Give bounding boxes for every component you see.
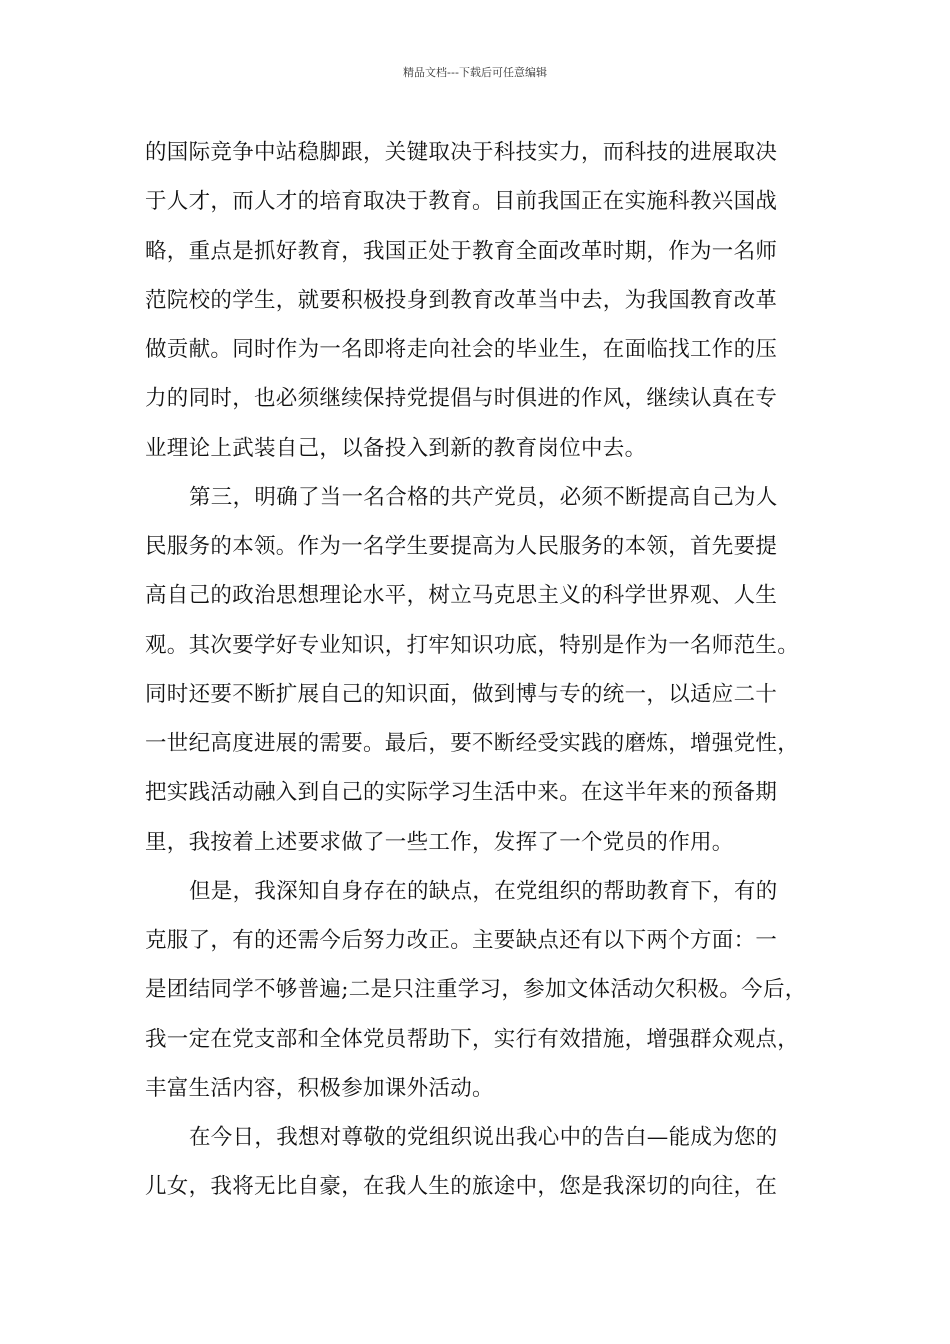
text-line: 我一定在党支部和全体党员帮助下，实行有效措施，增强群众观点， bbox=[145, 1026, 800, 1052]
text-line: 儿女，我将无比自豪，在我人生的旅途中，您是我深切的向往，在 bbox=[145, 1174, 778, 1200]
text-line: 一世纪高度进展的需要。最后，要不断经受实践的磨炼，增强党性， bbox=[145, 731, 800, 756]
text-line: 略，重点是抓好教育，我国正处于教育全面改革时期，作为一名师 bbox=[145, 238, 778, 264]
text-line: 高自己的政治思想理论水平，树立马克思主义的科学世界观、人生 bbox=[145, 583, 778, 609]
document-body bbox=[145, 128, 810, 1212]
text-line: 丰富生活内容，积极参加课外活动。 bbox=[145, 1075, 494, 1101]
text-line: 的国际竞争中站稳脚跟，关键取决于科技实力，而科技的进展取决 bbox=[145, 140, 778, 165]
page-header: 精品文档---下载后可任意编辑 bbox=[403, 66, 547, 79]
text-line: 克服了，有的还需今后努力改正。主要缺点还有以下两个方面：一 bbox=[145, 928, 778, 953]
text-line: 里，我按着上述要求做了一些工作，发挥了一个党员的作用。 bbox=[145, 829, 734, 855]
text-line: 民服务的本领。作为一名学生要提高为人民服务的本领，首先要提 bbox=[145, 534, 778, 559]
text-line: 力的同时，也必须继续保持党提倡与时俱进的作风，继续认真在专 bbox=[145, 386, 778, 412]
text-line: 做贡献。同时作为一名即将走向社会的毕业生，在面临找工作的压 bbox=[145, 337, 778, 362]
text-line: 是团结同学不够普遍;二是只注重学习，参加文体活动欠积极。今后， bbox=[145, 977, 807, 1003]
text-line: 观。其次要学好专业知识，打牢知识功底，特别是作为一名师范生。 bbox=[145, 632, 800, 658]
text-line: 范院校的学生，就要积极投身到教育改革当中去，为我国教育改革 bbox=[145, 287, 778, 313]
paragraph-start-line: 第三，明确了当一名合格的共产党员，必须不断提高自己为人 bbox=[189, 484, 778, 510]
paragraph-start-line: 但是，我深知自身存在的缺点，在党组织的帮助教育下，有的 bbox=[189, 878, 778, 904]
text-line: 把实践活动融入到自己的实际学习生活中来。在这半年来的预备期 bbox=[145, 780, 778, 806]
text-line: 业理论上武装自己，以备投入到新的教育岗位中去。 bbox=[145, 435, 647, 461]
paragraph-start-line: 在今日，我想对尊敬的党组织说出我心中的告白—能成为您的 bbox=[189, 1125, 778, 1150]
text-line: 于人才，而人才的培育取决于教育。目前我国正在实施科教兴国战 bbox=[145, 189, 778, 215]
text-line: 同时还要不断扩展自己的知识面，做到博与专的统一，以适应二十 bbox=[145, 681, 778, 707]
